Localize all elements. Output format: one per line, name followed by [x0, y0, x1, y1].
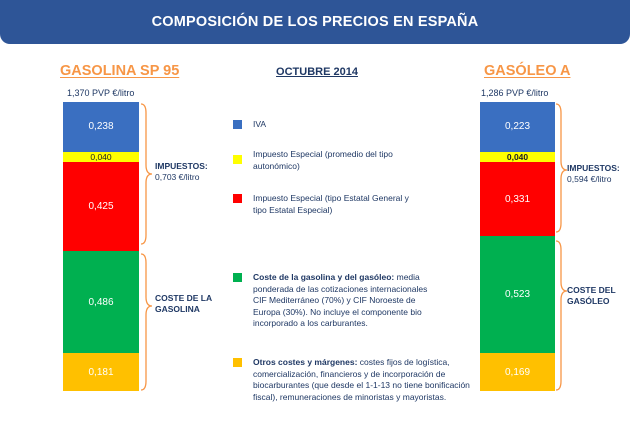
legend-swatch-iva: [233, 120, 242, 129]
bar-value-label: 0,238: [88, 121, 114, 133]
brace-coste-gasoleo: [555, 240, 569, 392]
coste-title: COSTE DEL GASÓLEO: [567, 285, 616, 306]
impuestos-value: 0,594 €/litro: [567, 174, 612, 184]
bar-value-label: 0,040: [90, 151, 112, 162]
stacked-bar-gasolina: [63, 102, 139, 391]
legend-text-ie-autonomico: Impuesto Especial (promedio del tipo autonómico): [253, 149, 393, 171]
bar-value-label: 0,223: [504, 121, 531, 133]
bar-value-label: 0,181: [88, 366, 114, 378]
legend-body-coste: media ponderada de las cotizaciones internacionales CIF Mediterráneo (70%) y CIF Noroeste de Europa (30%). No incluye el componente bio incorporado a los carburantes.: [253, 272, 428, 328]
coste-title: COSTE DE LA GASOLINA: [155, 293, 212, 314]
impuestos-value: 0,703 €/litro: [155, 172, 200, 182]
bar-value-label: 0,425: [88, 201, 114, 213]
bar-value-label: 0,169: [504, 366, 531, 378]
bar-segment-ie_estatal: [63, 162, 139, 251]
legend-swatch-ie-estatal: [233, 194, 242, 203]
brace-coste-gasolina: [140, 253, 154, 391]
month-label: OCTUBRE 2014: [276, 66, 358, 78]
bar-segment-otros: [63, 353, 139, 391]
bar-value-label: 0,040: [506, 151, 529, 162]
impuestos-label-gasoleo: [567, 163, 629, 185]
bar-value-label: 0,523: [504, 289, 531, 301]
price-gasoleo: 1,286 PVP €/litro: [481, 88, 549, 98]
impuestos-label-gasolina: [155, 161, 235, 183]
brace-impuestos-gasolina: [140, 103, 154, 246]
coste-label-gasolina: [155, 293, 227, 315]
stacked-bar-gasoleo: [480, 102, 555, 391]
bar-segment-coste: [480, 236, 555, 353]
legend-text-iva: IVA: [253, 119, 267, 129]
impuestos-title: IMPUESTOS:: [155, 161, 208, 171]
header-banner: [0, 0, 630, 44]
impuestos-title: IMPUESTOS:: [567, 163, 620, 173]
bar-value-label: 0,486: [88, 296, 114, 308]
legend-swatch-otros: [233, 358, 242, 367]
legend-lead-otros: Otros costes y márgenes:: [253, 357, 358, 367]
legend-lead-coste: Coste de la gasolina y del gasóleo:: [253, 272, 395, 282]
chart-title-gasoleo: GASÓLEO A: [484, 63, 571, 79]
bar-segment-otros: [480, 353, 555, 391]
bar-segment-ie_autonomico: [480, 152, 555, 162]
bar-segment-coste: [63, 251, 139, 353]
price-gasolina: 1,370 PVP €/litro: [67, 88, 135, 98]
bar-segment-iva: [480, 102, 555, 152]
chart-title-gasolina: GASOLINA SP 95: [60, 63, 180, 79]
page-title: COMPOSICIÓN DE LOS PRECIOS EN ESPAÑA: [151, 14, 479, 30]
bar-segment-ie_autonomico: [63, 152, 139, 162]
bar-segment-iva: [63, 102, 139, 152]
legend-text-coste: [253, 272, 439, 330]
coste-label-gasoleo: [567, 285, 627, 307]
legend-swatch-ie-autonomico: [233, 155, 242, 164]
legend-text-ie-estatal: Impuesto Especial (tipo Estatal General y tipo Estatal Especial): [253, 193, 409, 215]
legend-body-otros: costes fijos de logística, comercialización, financieros y de incorporación de biocarburantes (que desde el 1-1-13 no tiene bonificación fiscal), remuneraciones de minoristas y mayoristas.: [253, 357, 470, 402]
bar-value-label: 0,331: [504, 193, 531, 205]
legend-swatch-coste: [233, 273, 242, 282]
bar-segment-ie_estatal: [480, 162, 555, 236]
legend-text-otros: [253, 357, 479, 403]
